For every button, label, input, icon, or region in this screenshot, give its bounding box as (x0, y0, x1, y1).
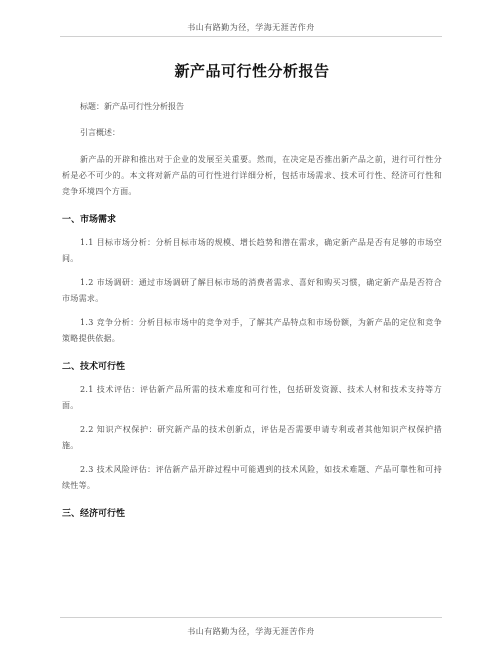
header-divider (60, 36, 442, 37)
footer-divider (60, 617, 442, 618)
section-paragraph: 2.1 技术评估：评估新产品所需的技术难度和可行性，包括研发资源、技术人材和技术支持等方面。 (62, 385, 442, 410)
document-body (62, 60, 442, 529)
section-heading-economic: 三、经济可行性 (62, 509, 126, 519)
section-paragraph: 1.1 目标市场分析：分析目标市场的规模、增长趋势和潜在需求，确定新产品是否有足够的市场空间。 (62, 238, 442, 263)
document-title: 新产品可行性分析报告 (174, 62, 330, 80)
page-header: 书山有路勤为径，学海无涯苦作舟 (187, 23, 315, 32)
section-paragraph: 2.2 知识产权保护：研究新产品的技术创新点，评估是否需要申请专利或者其他知识产权保护措施。 (62, 425, 442, 450)
section-heading-technical: 二、技术可行性 (62, 362, 126, 372)
intro-paragraph: 新产品的开辟和推出对于企业的发展至关重要。然而，在决定是否推出新产品之前，进行可行性分析是必不可少的。本文将对新产品的可行性进行详细分析，包括市场需求、技术可行性、经济可行性和竞争环境四个方面。 (62, 155, 442, 196)
page-footer: 书山有路勤为径，学海无涯苦作舟 (187, 627, 315, 636)
subtitle-line: 标题：新产品可行性分析报告 (80, 102, 184, 111)
intro-label: 引言概述： (80, 128, 120, 137)
section-paragraph: 1.2 市场调研：通过市场调研了解目标市场的消费者需求、喜好和购买习惯，确定新产品是否符合市场需求。 (62, 278, 442, 303)
section-paragraph: 1.3 竞争分析：分析目标市场中的竞争对手，了解其产品特点和市场份额，为新产品的定位和竞争策略提供依据。 (62, 318, 442, 343)
section-paragraph: 2.3 技术风险评估：评估新产品开辟过程中可能遇到的技术风险，如技术难题、产品可靠性和可持续性等。 (62, 465, 442, 490)
section-heading-market: 一、市场需求 (62, 215, 117, 225)
